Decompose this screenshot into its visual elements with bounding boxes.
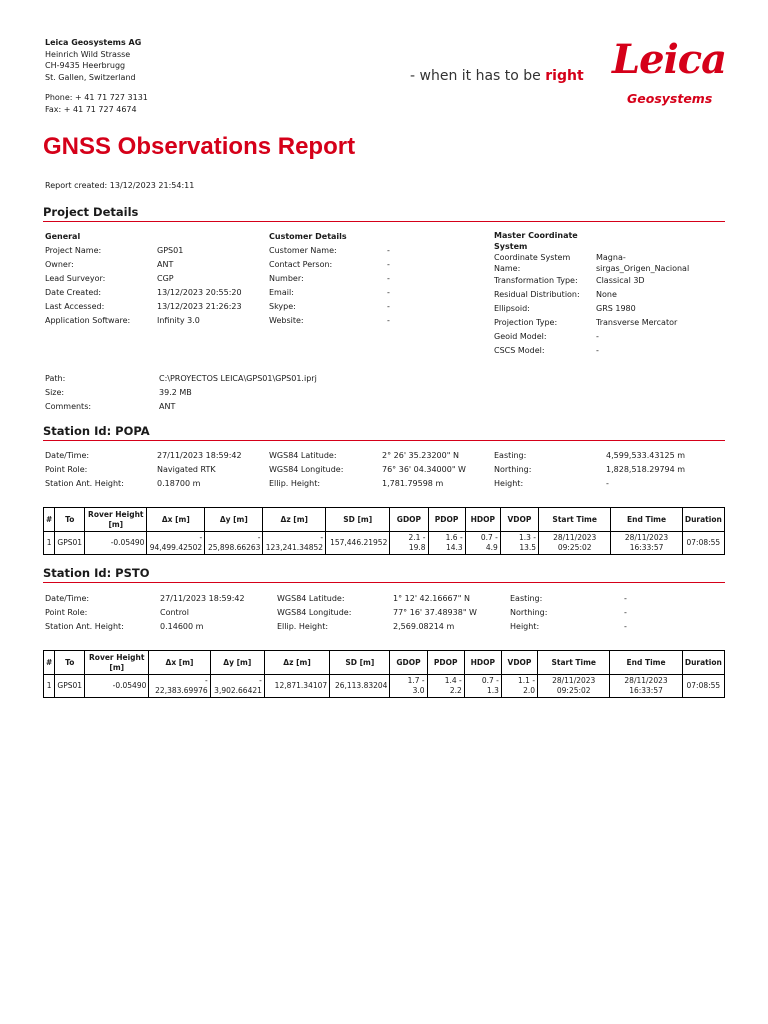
general-details — [45, 230, 242, 328]
tagline-highlight: right — [545, 68, 584, 84]
cell-line: 22,383.69976 — [155, 686, 208, 695]
column-header: Δx [m] — [149, 651, 210, 675]
kv-key: Transformation Type: — [494, 276, 578, 285]
kv-key: Path: — [45, 374, 66, 383]
cell-hdop — [464, 675, 501, 698]
kv-key: Date/Time: — [45, 594, 90, 603]
cell-sd: 26,113.83204 — [330, 675, 390, 698]
observations-table — [43, 507, 725, 555]
kv-key: WGS84 Latitude: — [277, 594, 345, 603]
column-header: SD [m] — [326, 508, 390, 532]
cs-label-1: Coordinate System — [494, 253, 571, 262]
kv-value — [596, 252, 689, 274]
kv-value: GRS 1980 — [596, 304, 636, 313]
kv-key: Number: — [269, 274, 304, 283]
station-info-col-1 — [45, 449, 242, 491]
cell-pdop — [428, 532, 465, 555]
kv-row — [510, 620, 627, 634]
kv-row — [45, 244, 242, 258]
kv-value: - — [387, 260, 390, 269]
column-header: VDOP — [501, 651, 537, 675]
cell-hdop — [465, 532, 500, 555]
kv-value: - — [387, 246, 390, 255]
kv-value: - — [624, 622, 627, 631]
kv-key: Owner: — [45, 260, 74, 269]
company-zip-city: CH-9435 Heerbrugg — [45, 61, 126, 70]
kv-key: Project Name: — [45, 246, 102, 255]
kv-value: Navigated RTK — [157, 465, 216, 474]
cell-gdop — [390, 532, 428, 555]
cell-line: 1.1 - — [518, 676, 536, 685]
cell-line: 1.3 - — [518, 533, 537, 542]
cell-line: 3,902.66421 — [214, 686, 262, 695]
cell-dy — [210, 675, 264, 698]
kv-row — [269, 477, 466, 491]
kv-row — [45, 314, 242, 328]
cell-gdop — [390, 675, 427, 698]
kv-key: Station Ant. Height: — [45, 622, 124, 631]
kv-key: Last Accessed: — [45, 302, 105, 311]
kv-key: Station Ant. Height: — [45, 479, 124, 488]
kv-value: ANT — [157, 260, 174, 269]
kv-value: 0.18700 m — [157, 479, 201, 488]
kv-key: Date/Time: — [45, 451, 90, 460]
company-street: Heinrich Wild Strasse — [45, 49, 131, 59]
kv-row — [45, 620, 245, 634]
kv-value: 2,569.08214 m — [393, 622, 455, 631]
kv-value: 27/11/2023 18:59:42 — [157, 451, 242, 460]
kv-row — [494, 302, 689, 316]
kv-value: CGP — [157, 274, 174, 283]
cell-dy — [205, 532, 263, 555]
customer-heading: Customer Details — [269, 232, 347, 241]
cell-rover-height: -0.05490 — [85, 532, 147, 555]
column-header: HDOP — [465, 508, 500, 532]
kv-row — [494, 288, 689, 302]
kv-row — [494, 477, 685, 491]
column-header: Duration — [682, 508, 724, 532]
cell-line: 14.3 — [445, 543, 463, 552]
cell-line: 16:33:57 — [629, 543, 664, 552]
cell-num: 1 — [44, 532, 55, 555]
kv-value: 13/12/2023 20:55:20 — [157, 288, 242, 297]
column-header: Rover Height [m] — [85, 508, 147, 532]
kv-value: 4,599,533.43125 m — [606, 451, 686, 460]
kv-value: - — [387, 302, 390, 311]
kv-row — [269, 258, 390, 272]
kv-key: Point Role: — [45, 608, 88, 617]
cell-line: 28/11/2023 — [624, 676, 668, 685]
kv-row — [494, 463, 685, 477]
cell-sd: 157,446.21952 — [326, 532, 390, 555]
column-header: PDOP — [427, 651, 464, 675]
cell-line: 1.3 — [486, 686, 499, 695]
cell-start-time — [539, 532, 611, 555]
kv-row — [269, 463, 466, 477]
kv-row — [45, 592, 245, 606]
kv-row — [45, 272, 242, 286]
kv-value: - — [387, 316, 390, 325]
cs-label-2: Name: — [494, 264, 521, 273]
cell-line: 19.8 — [408, 543, 426, 552]
cell-rover-height: -0.05490 — [85, 675, 149, 698]
logo-sub: Geosystems — [627, 91, 713, 106]
kv-key: WGS84 Longitude: — [277, 608, 352, 617]
kv-row — [45, 463, 242, 477]
station-info-col-1 — [45, 592, 245, 634]
kv-key — [494, 252, 596, 274]
kv-row — [494, 344, 689, 358]
column-header: GDOP — [390, 651, 427, 675]
company-phone: Phone: + 41 71 727 3131 — [45, 93, 148, 102]
cell-dz: 12,871.34107 — [264, 675, 329, 698]
column-header: # — [44, 508, 55, 532]
column-header: # — [44, 651, 55, 675]
kv-key: Point Role: — [45, 465, 88, 474]
observations-table — [43, 650, 725, 698]
kv-key: Geoid Model: — [494, 332, 547, 341]
column-header: HDOP — [464, 651, 501, 675]
cell-num: 1 — [44, 675, 55, 698]
general-heading: General — [45, 232, 81, 241]
kv-row — [45, 449, 242, 463]
kv-value: 1,828,518.29794 m — [606, 465, 686, 474]
kv-row — [269, 314, 390, 328]
kv-row — [494, 274, 689, 288]
kv-row — [45, 286, 242, 300]
kv-row — [45, 386, 317, 400]
cell-line: 28/11/2023 — [624, 533, 669, 542]
kv-row — [494, 252, 689, 274]
kv-key: Size: — [45, 388, 65, 397]
kv-row — [494, 316, 689, 330]
kv-key: Website: — [269, 316, 304, 325]
kv-key: CSCS Model: — [494, 346, 545, 355]
kv-value: - — [387, 274, 390, 283]
kv-value: 2° 26' 35.23200" N — [382, 451, 459, 460]
cell-dz — [263, 532, 326, 555]
kv-value: C:\PROYECTOS LEICA\GPS01\GPS01.iprj — [159, 374, 317, 383]
cell-line: 4.9 — [485, 543, 498, 552]
cell-line: 25,898.66263 — [207, 543, 261, 552]
kv-key: Easting: — [494, 451, 527, 460]
column-header: Start Time — [538, 651, 610, 675]
company-contact — [45, 92, 148, 115]
column-header: Δz [m] — [264, 651, 329, 675]
station-heading: Station Id: POPA — [43, 424, 725, 441]
column-header: VDOP — [500, 508, 538, 532]
cell-line: 09:25:02 — [557, 543, 592, 552]
cell-line: 28/11/2023 — [553, 533, 597, 542]
kv-key: Lead Surveyor: — [45, 274, 106, 283]
company-city-country: St. Gallen, Switzerland — [45, 72, 136, 82]
company-name: Leica Geosystems AG — [45, 38, 142, 47]
kv-value: 13/12/2023 21:26:23 — [157, 302, 242, 311]
tagline — [410, 68, 584, 84]
kv-value: 39.2 MB — [159, 388, 192, 397]
tagline-prefix: - when it has to be — [410, 68, 546, 84]
kv-row — [45, 258, 242, 272]
kv-value: 1,781.79598 m — [382, 479, 444, 488]
column-header: Start Time — [539, 508, 611, 532]
kv-row — [277, 606, 477, 620]
kv-key: Ellipsoid: — [494, 304, 530, 313]
kv-key: Skype: — [269, 302, 296, 311]
cell-line: 16:33:57 — [629, 686, 663, 695]
kv-row — [45, 400, 317, 414]
cell-line: 2.1 - — [408, 533, 426, 542]
kv-row — [269, 449, 466, 463]
cell-line: 0.7 - — [480, 533, 498, 542]
kv-value: 27/11/2023 18:59:42 — [160, 594, 245, 603]
cell-dx — [147, 532, 205, 555]
column-header: Duration — [682, 651, 724, 675]
cell-line: 2.2 — [449, 686, 462, 695]
kv-value: Transverse Mercator — [596, 318, 678, 327]
cell-line: - — [199, 533, 203, 542]
kv-value: - — [596, 332, 599, 341]
table-header-row — [44, 651, 725, 675]
company-fax: Fax: + 41 71 727 4674 — [45, 104, 137, 114]
kv-row — [269, 244, 390, 258]
customer-details — [269, 230, 390, 328]
report-title: GNSS Observations Report — [43, 133, 356, 160]
kv-value: ANT — [159, 402, 176, 411]
cell-vdop — [500, 532, 538, 555]
station-info-col-2 — [269, 449, 466, 491]
column-header: Δz [m] — [263, 508, 326, 532]
kv-value: - — [596, 346, 599, 355]
kv-key: Comments: — [45, 402, 92, 411]
kv-value: Infinity 3.0 — [157, 316, 200, 325]
kv-key: Ellip. Height: — [269, 479, 321, 488]
cell-line: - — [204, 676, 208, 685]
kv-key: Contact Person: — [269, 260, 333, 269]
cell-end-time — [610, 675, 682, 698]
kv-key: WGS84 Latitude: — [269, 451, 337, 460]
column-header: End Time — [611, 508, 682, 532]
kv-value: 0.14600 m — [160, 622, 204, 631]
kv-row — [510, 592, 627, 606]
cell-line: 28/11/2023 — [552, 676, 596, 685]
kv-value: - — [387, 288, 390, 297]
kv-key: Residual Distribution: — [494, 290, 580, 299]
kv-key: Customer Name: — [269, 246, 337, 255]
column-header: Δy [m] — [205, 508, 263, 532]
cs-value-1: Magna- — [596, 253, 626, 262]
station-info-col-3 — [494, 449, 685, 491]
company-address — [45, 37, 141, 83]
kv-key: Northing: — [494, 465, 532, 474]
report-created: Report created: 13/12/2023 21:54:11 — [45, 181, 195, 190]
cell-line: 1.4 - — [444, 676, 462, 685]
cell-start-time — [538, 675, 610, 698]
kv-value: - — [624, 608, 627, 617]
kv-value: Control — [160, 608, 189, 617]
column-header: To — [55, 508, 85, 532]
leica-logo — [612, 36, 732, 111]
cell-end-time — [611, 532, 682, 555]
kv-key: Ellip. Height: — [277, 622, 329, 631]
master-heading-1: Master Coordinate — [494, 231, 578, 240]
kv-row — [45, 372, 317, 386]
cell-line: 1.6 - — [445, 533, 463, 542]
cell-duration: 07:08:55 — [682, 532, 724, 555]
kv-row — [269, 300, 390, 314]
column-header: End Time — [610, 651, 682, 675]
kv-value: 76° 36' 04.34000" W — [382, 465, 466, 474]
cell-line: - — [259, 676, 262, 685]
kv-row — [269, 272, 390, 286]
cell-pdop — [427, 675, 464, 698]
kv-row — [269, 286, 390, 300]
kv-key: Northing: — [510, 608, 548, 617]
table-row — [44, 532, 725, 555]
kv-row — [45, 477, 242, 491]
station-heading: Station Id: PSTO — [43, 566, 725, 583]
kv-row — [45, 606, 245, 620]
kv-key: Application Software: — [45, 316, 131, 325]
cell-line: 2.0 — [523, 686, 536, 695]
table-header-row — [44, 508, 725, 532]
column-header: Δy [m] — [210, 651, 264, 675]
cell-line: 09:25:02 — [556, 686, 591, 695]
station-info-col-3 — [510, 592, 627, 634]
station-info-col-2 — [277, 592, 477, 634]
kv-row — [45, 300, 242, 314]
kv-row — [277, 592, 477, 606]
cell-line: 1.7 - — [407, 676, 425, 685]
table-row — [44, 675, 725, 698]
cell-dx — [149, 675, 210, 698]
cell-line: 3.0 — [412, 686, 425, 695]
project-details-heading: Project Details — [43, 205, 725, 222]
master-heading-2: System — [494, 242, 528, 251]
cell-line: - — [320, 533, 324, 542]
kv-key: Email: — [269, 288, 294, 297]
kv-key: Height: — [510, 622, 540, 631]
kv-key: Date Created: — [45, 288, 102, 297]
kv-row — [494, 330, 689, 344]
kv-key: Projection Type: — [494, 318, 558, 327]
cell-line: 94,499.42502 — [149, 543, 203, 552]
column-header: GDOP — [390, 508, 428, 532]
kv-value: - — [624, 594, 627, 603]
cell-line: 123,241.34852 — [265, 543, 324, 552]
kv-value: 1° 12' 42.16667" N — [393, 594, 470, 603]
cell-to: GPS01 — [55, 675, 85, 698]
cell-line: 13.5 — [519, 543, 537, 552]
kv-value: Classical 3D — [596, 276, 645, 285]
column-header: Rover Height [m] — [85, 651, 149, 675]
logo-word: Leica — [612, 36, 727, 83]
column-header: Δx [m] — [147, 508, 205, 532]
kv-value: - — [606, 479, 609, 488]
kv-key: Easting: — [510, 594, 543, 603]
cs-value-2: sirgas_Origen_Nacional — [596, 264, 690, 273]
column-header: SD [m] — [330, 651, 390, 675]
kv-key: Height: — [494, 479, 524, 488]
kv-value: GPS01 — [157, 246, 184, 255]
kv-row — [494, 449, 685, 463]
cell-duration: 07:08:55 — [682, 675, 724, 698]
kv-value: None — [596, 290, 617, 299]
master-coordinate-system — [494, 230, 689, 358]
kv-row — [510, 606, 627, 620]
kv-key: WGS84 Longitude: — [269, 465, 344, 474]
column-header: To — [55, 651, 85, 675]
kv-value: 77° 16' 37.48938" W — [393, 608, 477, 617]
cell-line: 0.7 - — [481, 676, 499, 685]
project-file-info — [45, 372, 317, 414]
kv-row — [277, 620, 477, 634]
cell-line: - — [257, 533, 261, 542]
cell-to: GPS01 — [55, 532, 85, 555]
cell-vdop — [501, 675, 537, 698]
column-header: PDOP — [428, 508, 465, 532]
